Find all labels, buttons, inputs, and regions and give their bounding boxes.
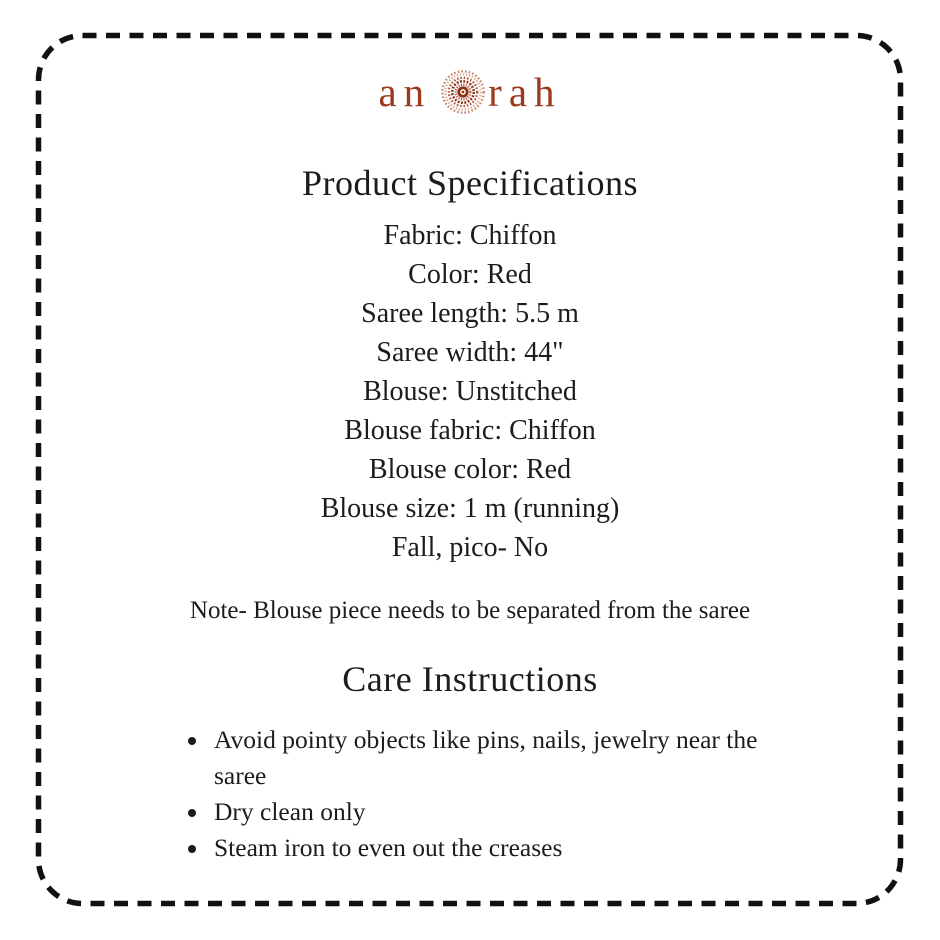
care-item-dry-clean: • Dry clean only	[210, 794, 770, 830]
spec-list	[0, 216, 940, 567]
spec-line-blouse-size: Blouse size: 1 m (running)	[320, 493, 620, 524]
spec-line-blouse-color: Blouse color: Red	[368, 454, 572, 485]
care-item-pointy-objects: • Avoid pointy objects like pins, nails, jewelry near the saree	[210, 722, 770, 794]
care-title: Care Instructions	[342, 659, 598, 699]
mandala-icon	[440, 69, 486, 115]
brand-name-prefix: an	[378, 69, 432, 115]
care-list	[210, 722, 770, 866]
spec-line-fabric: Fabric: Chiffon	[383, 220, 557, 251]
spec-line-color: Color: Red	[408, 259, 532, 290]
note-text: Note- Blouse piece needs to be separated from the saree	[189, 597, 751, 624]
specs-title: Product Specifications	[302, 163, 638, 203]
spec-line-blouse: Blouse: Unstitched	[363, 376, 577, 407]
spec-line-blouse-fabric: Blouse fabric: Chiffon	[344, 415, 596, 446]
spec-line-saree-width: Saree width: 44"	[376, 337, 564, 368]
spec-line-fall-pico: Fall, pico- No	[391, 532, 549, 563]
brand-logo	[0, 66, 940, 118]
brand-name-suffix: rah	[488, 69, 562, 115]
care-item-steam-iron: • Steam iron to even out the creases	[210, 830, 770, 866]
spec-line-saree-length: Saree length: 5.5 m	[361, 298, 579, 329]
